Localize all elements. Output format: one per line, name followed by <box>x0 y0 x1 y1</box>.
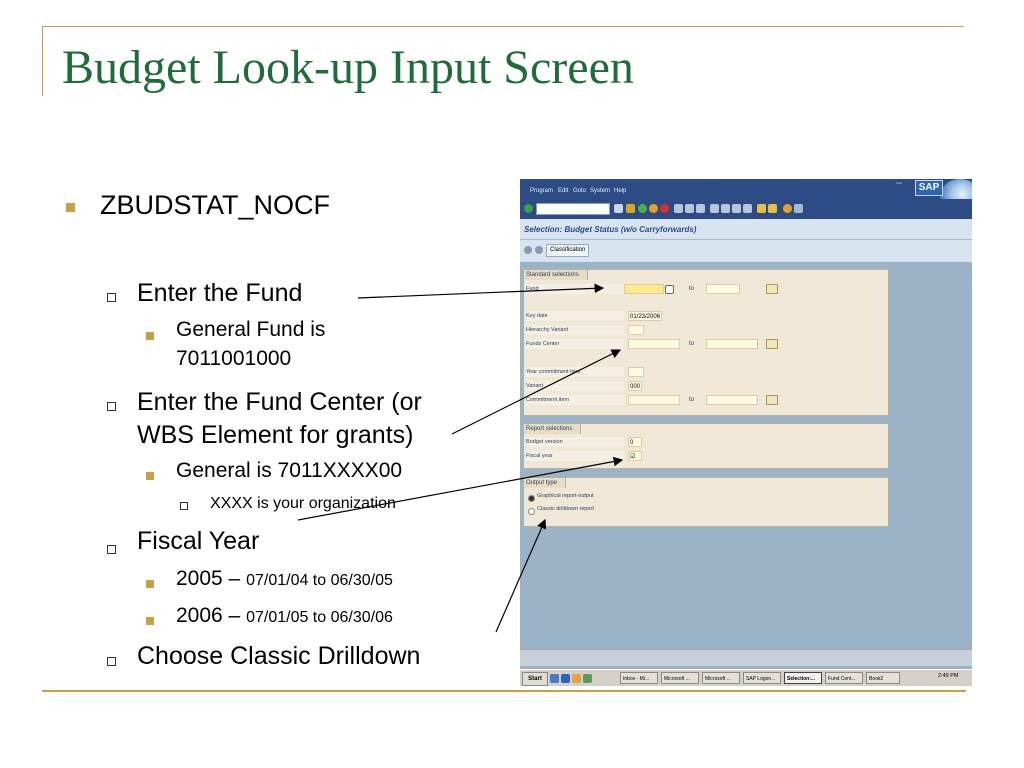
fy2006-year: 2006 – <box>176 604 241 627</box>
slide-title: Budget Look-up Input Screen <box>62 41 634 94</box>
key-date-label: Key date <box>526 311 624 321</box>
bullet-fund-center-line2: WBS Element for grants) <box>137 421 414 449</box>
task-selection[interactable]: Selection:... <box>784 672 822 684</box>
menu-program[interactable]: Program <box>530 188 554 194</box>
funds-center-label: Funds Center <box>526 339 624 349</box>
menu-help[interactable]: Help <box>614 188 627 194</box>
window-controls-icon[interactable]: ▫▫▫ <box>896 181 903 187</box>
bullet-xxxx-note: XXXX is your organization <box>210 495 396 512</box>
bullet-fiscal-year: Fiscal Year <box>137 527 260 555</box>
bullet-general-is: General is 7011XXXX00 <box>176 459 403 482</box>
commitment-item-label: Commitment item <box>526 395 624 405</box>
classic-drilldown-label: Classic drilldown report <box>537 506 594 512</box>
sap-logo: SAP <box>915 180 943 196</box>
bottom-rule <box>42 690 966 692</box>
variant-label: Variant <box>526 381 624 391</box>
bullet-general-fund-line2: 7011001000 <box>176 347 292 370</box>
variant-input[interactable]: 000 <box>628 381 642 391</box>
task-inbox[interactable]: Inbox - Mi... <box>620 672 658 684</box>
group-title: Report selections <box>524 424 581 434</box>
bullet-enter-fund: Enter the Fund <box>137 279 303 307</box>
bullet-classic-drilldown: Choose Classic Drilldown <box>137 642 421 670</box>
fy2006-range: 07/01/05 to 06/30/06 <box>246 609 393 626</box>
key-date-input[interactable]: 01/23/2006 <box>628 311 662 321</box>
bullet-tcode: ZBUDSTAT_NOCF <box>100 190 331 220</box>
group-title: Output type <box>524 478 566 488</box>
arrow-fiscal-year <box>298 460 622 520</box>
budget-version-label: Budget version <box>526 437 624 447</box>
to-label: to <box>689 286 695 292</box>
to-label: to <box>689 397 695 403</box>
menu-edit[interactable]: Edit <box>558 188 569 194</box>
classification-button[interactable]: Classification <box>546 244 589 257</box>
task-sap-logon[interactable]: SAP Logon... <box>743 672 781 684</box>
task-book2[interactable]: Book2 <box>866 672 900 684</box>
year-commitment-item-label: Year commitment item <box>526 367 624 377</box>
budget-version-input[interactable]: 0 <box>628 437 642 447</box>
bullet-general-fund-line1: General Fund is <box>176 318 326 341</box>
task-fund-center[interactable]: Fund Cent... <box>825 672 863 684</box>
menu-system[interactable]: System <box>590 188 611 194</box>
fund-label: Fund <box>526 284 624 294</box>
fy2005-year: 2005 – <box>176 567 241 590</box>
menu-goto[interactable]: Goto <box>573 188 587 194</box>
taskbar-clock: 2:49 PM <box>938 673 959 679</box>
arrow-funds-center <box>452 350 620 434</box>
fy2005-range: 07/01/04 to 06/30/05 <box>246 572 393 589</box>
start-button[interactable]: Start <box>522 672 548 686</box>
fiscal-year-input[interactable]: ☑ <box>628 451 642 461</box>
task-microsoft-2[interactable]: Microsoft ... <box>702 672 740 684</box>
hierarchy-variant-label: Hierarchy Variant <box>526 325 624 335</box>
to-label: to <box>689 341 695 347</box>
task-microsoft-1[interactable]: Microsoft ... <box>661 672 699 684</box>
screen-title: Selection: Budget Status (w/o Carryforwards) <box>524 225 697 234</box>
arrow-classic-drilldown <box>496 520 545 632</box>
bullet-fund-center-line1: Enter the Fund Center (or <box>137 388 422 416</box>
group-title: Standard selections <box>524 270 588 280</box>
arrow-fund <box>358 288 603 298</box>
fiscal-year-label: Fiscal year <box>526 451 624 461</box>
graphical-output-label: Graphical report-output <box>537 493 594 499</box>
